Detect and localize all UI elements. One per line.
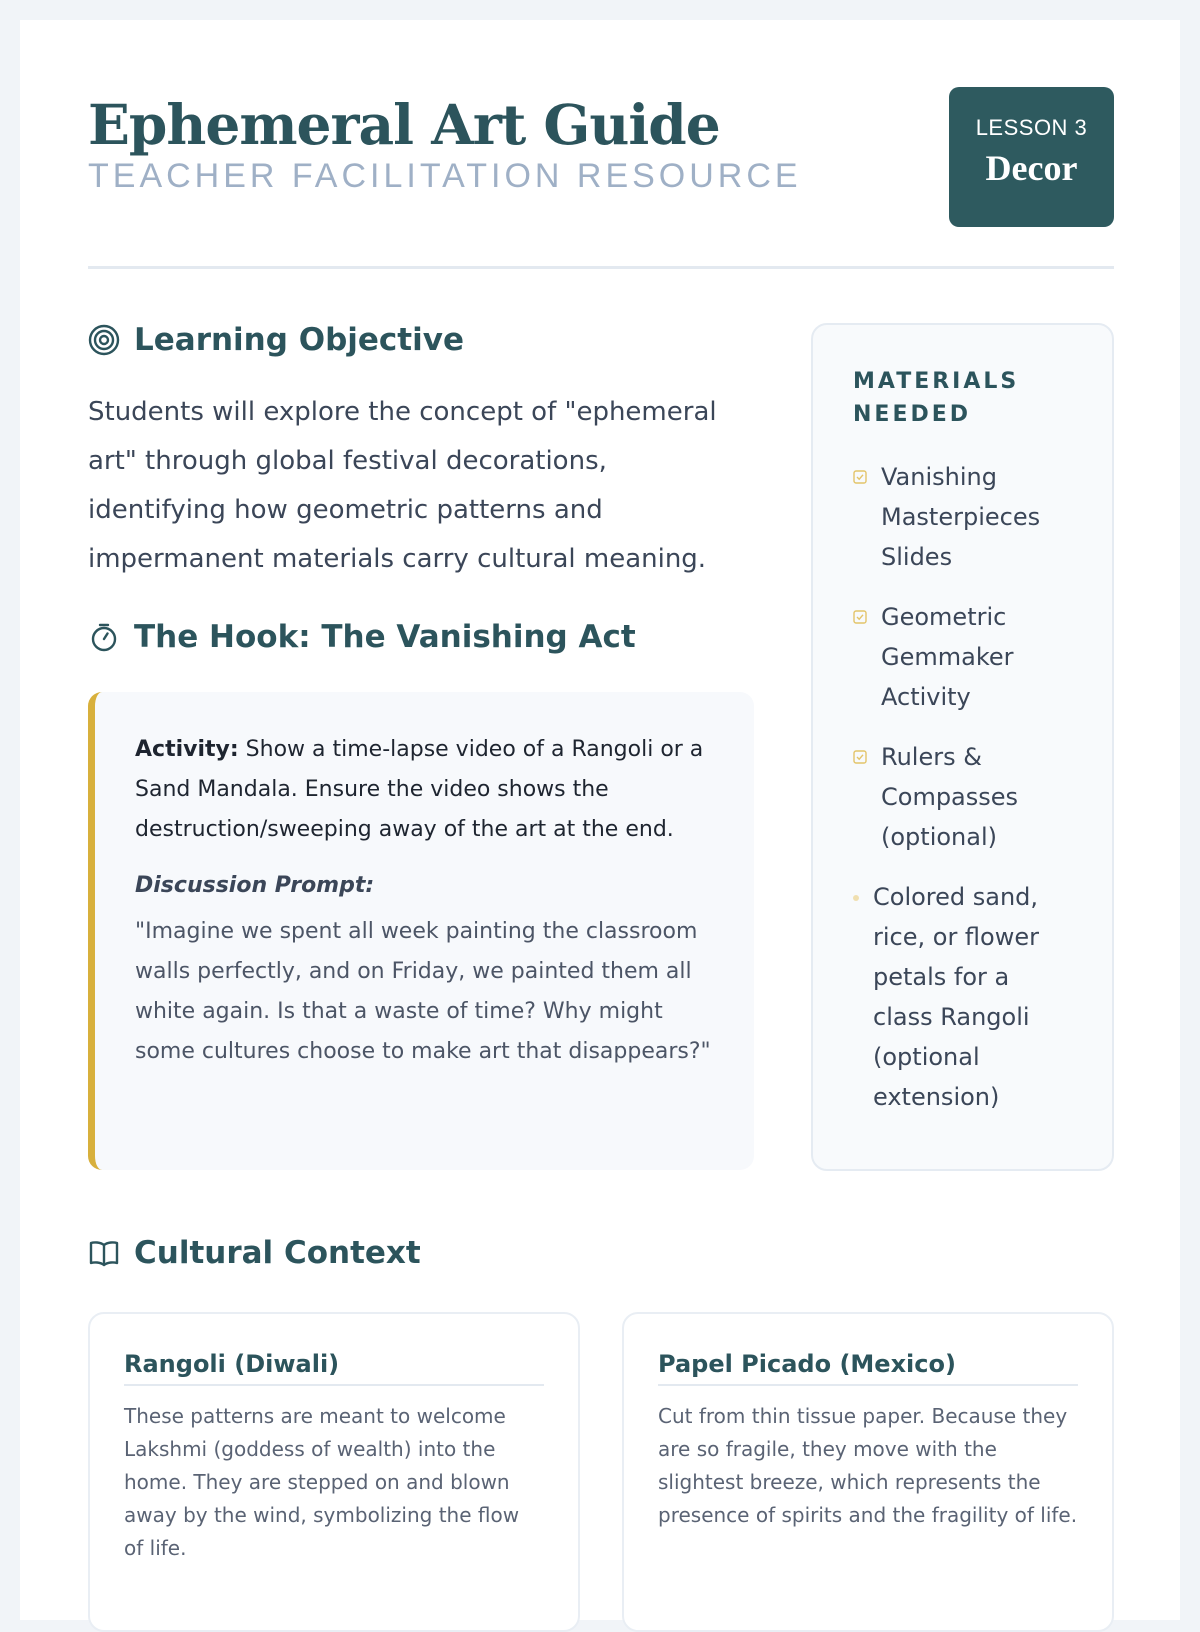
context-heading [88,1235,421,1271]
context-card-papel-picado [622,1312,1114,1632]
hook-heading [88,619,636,655]
discussion-prompt-text: "Imagine we spent all week painting the classroom walls perfectly, and on Friday, we painted them all white again. Is that a waste of time? Why might some cultures choose to make art that disappears?" [135,919,711,1064]
objective-text: Students will explore the concept of "ephemeral art" through global festival decorations, identifying how geometric patterns and impermanent materials carry cultural meaning. [88,397,717,574]
page-subtitle: TEACHER FACILITATION RESOURCE [88,157,802,195]
page-title: Ephemeral Art Guide [88,92,720,157]
context-card-text: Cut from thin tissue paper. Because they are so fragile, they move with the slightest breeze, which represents the presence of spirits and the fragility of life. [658,1404,1078,1527]
lesson-badge [949,87,1114,227]
checkbox-icon [853,610,867,624]
header-divider [88,266,1114,269]
materials-item [853,457,1074,577]
dot-icon [853,895,859,901]
objective-heading [88,322,464,358]
context-title: Cultural Context [134,1235,421,1271]
materials-list [853,457,1074,1117]
materials-panel [811,323,1114,1171]
materials-item-label: Colored sand, rice, or flower petals for a class Rangoli (optional extension) [873,883,1039,1111]
lesson-topic: Decor [985,148,1078,188]
stopwatch-icon [88,621,120,653]
checkbox-icon [853,470,867,484]
activity-text [135,730,714,850]
open-book-icon [88,1237,120,1269]
materials-item [853,737,1074,857]
discussion-prompt-label: Discussion Prompt: [135,873,375,898]
materials-item-label: Rulers & Compasses (optional) [881,743,1019,851]
lesson-page [20,20,1180,1620]
materials-title: MATERIALS NEEDED [853,369,1020,427]
materials-item [853,877,1074,1117]
hook-callout [88,692,754,1170]
context-card-title: Rangoli (Diwali) [124,1350,544,1386]
objective-title: Learning Objective [134,322,464,358]
activity-description: Show a time-lapse video of a Rangoli or a Sand Mandala. Ensure the video shows the destruction/sweeping away of the art at the end. [135,737,704,842]
target-icon [88,324,120,356]
context-card-rangoli [88,1312,580,1632]
context-card-text: These patterns are meant to welcome Lakshmi (goddess of wealth) into the home. They are stepped on and blown away by the wind, symbolizing the flow of life. [124,1404,520,1560]
checkbox-icon [853,750,867,764]
lesson-number: LESSON 3 [975,115,1088,140]
context-card-title: Papel Picado (Mexico) [658,1350,1078,1386]
materials-item-label: Vanishing Masterpieces Slides [881,463,1041,571]
materials-item [853,597,1074,717]
activity-label: Activity: [135,737,239,762]
hook-title: The Hook: The Vanishing Act [134,619,636,655]
materials-item-label: Geometric Gemmaker Activity [881,603,1014,711]
